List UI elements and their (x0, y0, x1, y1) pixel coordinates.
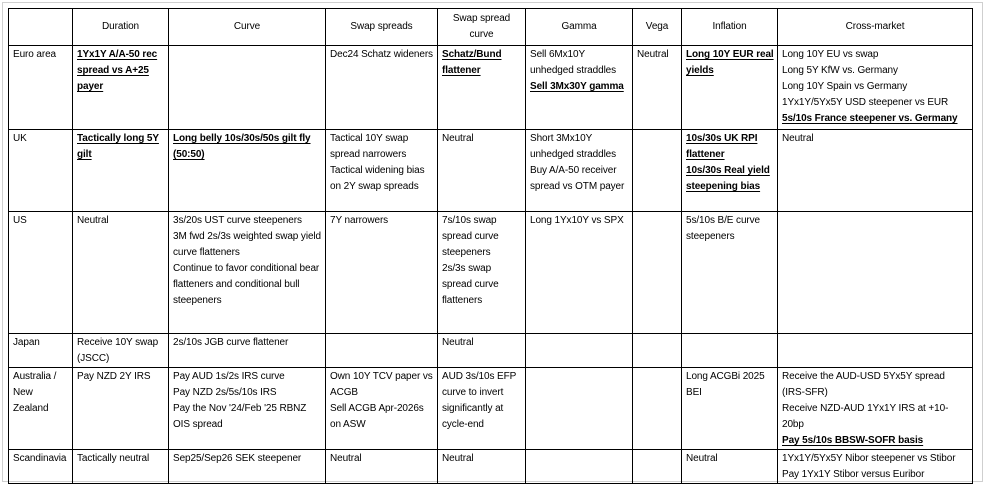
swap-spreads-cell (326, 46, 438, 130)
vega-cell (633, 450, 682, 484)
trade-item: 1Yx1Y/5Yx5Y Nibor steepener vs Stibor (782, 453, 956, 464)
vega-cell (633, 46, 682, 130)
curve-cell (169, 334, 326, 368)
table-row (9, 368, 973, 450)
trade-item: Tactical 10Y swap spread narrowers (330, 133, 409, 160)
duration-cell (73, 130, 169, 212)
inflation-cell (682, 450, 778, 484)
swap-spreads-cell (326, 212, 438, 334)
column-header-vega: Vega (633, 9, 682, 46)
inflation-cell (682, 130, 778, 212)
trade-item: 3s/20s UST curve steepeners (173, 215, 302, 226)
table-header-row (9, 9, 973, 46)
trade-item: 2s/3s swap spread curve flatteners (442, 263, 499, 306)
trade-item: Neutral (637, 49, 669, 60)
region-cell: Japan (9, 334, 73, 368)
trade-item: Tactically long 5Y gilt (77, 133, 159, 160)
swap-spreads-cell (326, 368, 438, 450)
swap-spread-curve-cell (438, 450, 526, 484)
trade-item: Long 10Y Spain vs Germany (782, 81, 908, 92)
trade-item: Receive 10Y swap (JSCC) (77, 337, 159, 364)
table-row (9, 46, 973, 130)
cross-market-cell (778, 130, 973, 212)
column-header-cross-market: Cross-market (778, 9, 973, 46)
gamma-cell (526, 212, 633, 334)
trade-item: 1Yx1Y A/A-50 rec spread vs A+25 payer (77, 49, 158, 92)
trade-item: Tactical widening bias on 2Y swap spreads (330, 165, 425, 192)
trade-item: Long 1Yx10Y vs SPX (530, 215, 624, 226)
inflation-cell (682, 46, 778, 130)
column-header-swap-spreads: Swap spreads (326, 9, 438, 46)
region-cell: Euro area (9, 46, 73, 130)
cross-market-cell (778, 450, 973, 484)
gamma-cell (526, 46, 633, 130)
vega-cell (633, 334, 682, 368)
trade-item: 1Yx1Y/5Yx5Y USD steepener vs EUR (782, 97, 949, 108)
curve-cell (169, 450, 326, 484)
curve-cell (169, 130, 326, 212)
column-header-gamma: Gamma (526, 9, 633, 46)
gamma-cell (526, 130, 633, 212)
curve-cell (169, 212, 326, 334)
trade-item: Neutral (330, 453, 362, 464)
trade-item: Pay NZD 2Y IRS (77, 371, 151, 382)
table-header-row (9, 9, 973, 46)
cross-market-cell (778, 46, 973, 130)
trade-item: Neutral (782, 133, 814, 144)
region-cell: Australia / New Zealand (9, 368, 73, 450)
gamma-cell (526, 450, 633, 484)
trade-item: Receive the AUD-USD 5Yx5Y spread (IRS-SFR) (782, 371, 945, 398)
trade-item: Neutral (442, 337, 474, 348)
vega-cell (633, 130, 682, 212)
trade-item: Long 5Y KfW vs. Germany (782, 65, 898, 76)
column-header-inflation: Inflation (682, 9, 778, 46)
gamma-cell (526, 334, 633, 368)
trade-item: Pay 5s/10s BBSW-SOFR basis (782, 435, 924, 446)
trade-item: Pay 1Yx1Y Stibor versus Euribor (782, 469, 925, 480)
curve-cell (169, 46, 326, 130)
swap-spread-curve-cell (438, 212, 526, 334)
inflation-cell (682, 368, 778, 450)
vega-cell (633, 368, 682, 450)
trade-item: Schatz/Bund flattener (442, 49, 502, 76)
trade-item: Long 10Y EUR real yields (686, 49, 774, 76)
column-header-region (9, 9, 73, 46)
trade-item: Continue to favor conditional bear flatteners and conditional bull steepeners (173, 263, 320, 306)
duration-cell (73, 334, 169, 368)
trade-item: Sell ACGB Apr-2026s on ASW (330, 403, 424, 430)
trade-item: Own 10Y TCV paper vs ACGB (330, 371, 433, 398)
trade-item: Long 10Y EU vs swap (782, 49, 879, 60)
trade-item: Short 3Mx10Y unhedged straddles (530, 133, 617, 160)
trade-item: Tactically neutral (77, 453, 150, 464)
cross-market-cell (778, 212, 973, 334)
column-header-curve: Curve (169, 9, 326, 46)
trade-item: Sell 3Mx30Y gamma (530, 81, 624, 92)
trade-item: Pay the Nov '24/Feb '25 RBNZ OIS spread (173, 403, 307, 430)
swap-spreads-cell (326, 450, 438, 484)
swap-spreads-cell (326, 334, 438, 368)
trade-item: 5s/10s France steepener vs. Germany (782, 113, 958, 124)
duration-cell (73, 46, 169, 130)
duration-cell (73, 212, 169, 334)
trade-item: 7s/10s swap spread curve steepeners (442, 215, 499, 258)
table-row (9, 130, 973, 212)
gamma-cell (526, 368, 633, 450)
trade-item: Neutral (442, 133, 474, 144)
trade-item: 7Y narrowers (330, 215, 389, 226)
duration-cell (73, 450, 169, 484)
trade-item: Neutral (442, 453, 474, 464)
trade-item: Sell 6Mx10Y unhedged straddles (530, 49, 617, 76)
trade-item: Neutral (686, 453, 718, 464)
trades-table (8, 8, 973, 484)
trade-item: Pay AUD 1s/2s IRS curve (173, 371, 285, 382)
duration-cell (73, 368, 169, 450)
trade-item: Long ACGBi 2025 BEI (686, 371, 765, 398)
trade-item: Receive NZD-AUD 1Yx1Y IRS at +10-20bp (782, 403, 949, 430)
cross-market-cell (778, 368, 973, 450)
inflation-cell (682, 212, 778, 334)
swap-spread-curve-cell (438, 334, 526, 368)
trade-item: 10s/30s Real yield steepening bias (686, 165, 770, 192)
trade-item: Neutral (77, 215, 109, 226)
table-row (9, 450, 973, 484)
table-body (9, 46, 973, 484)
trade-item: Sep25/Sep26 SEK steepener (173, 453, 302, 464)
swap-spreads-cell (326, 130, 438, 212)
table-row (9, 212, 973, 334)
trade-item: 2s/10s JGB curve flattener (173, 337, 289, 348)
region-cell: UK (9, 130, 73, 212)
region-cell: US (9, 212, 73, 334)
table-row (9, 334, 973, 368)
swap-spread-curve-cell (438, 130, 526, 212)
cross-market-cell (778, 334, 973, 368)
trade-item: 5s/10s B/E curve steepeners (686, 215, 760, 242)
column-header-swap-spread-curve: Swap spread curve (438, 9, 526, 46)
swap-spread-curve-cell (438, 368, 526, 450)
trade-item: Dec24 Schatz wideners (330, 49, 433, 60)
curve-cell (169, 368, 326, 450)
trade-item: 3M fwd 2s/3s weighted swap yield curve flatteners (173, 231, 321, 258)
trade-item: Long belly 10s/30s/50s gilt fly (50:50) (173, 133, 311, 160)
trade-item: Buy A/A-50 receiver spread vs OTM payer (530, 165, 625, 192)
inflation-cell (682, 334, 778, 368)
trade-item: AUD 3s/10s EFP curve to invert significantly at cycle-end (442, 371, 517, 430)
column-header-duration: Duration (73, 9, 169, 46)
vega-cell (633, 212, 682, 334)
trade-item: Pay NZD 2s/5s/10s IRS (173, 387, 277, 398)
region-cell: Scandinavia (9, 450, 73, 484)
trade-item: 10s/30s UK RPI flattener (686, 133, 758, 160)
swap-spread-curve-cell (438, 46, 526, 130)
